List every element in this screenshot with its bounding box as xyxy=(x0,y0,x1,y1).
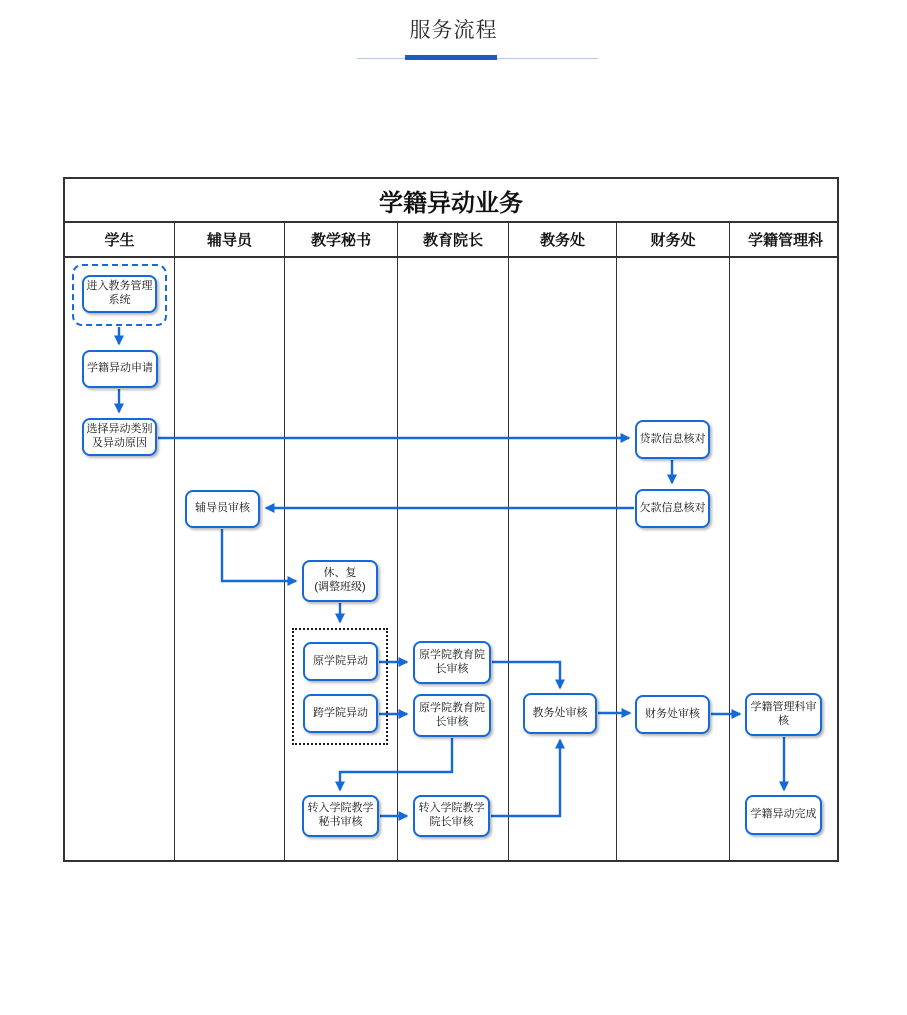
lane-header-secretary: 教学秘书 xyxy=(285,223,398,256)
node-loan-info-check: 贷款信息核对 xyxy=(635,420,710,459)
node-target-dean-review: 转入学院教学 院长审核 xyxy=(413,795,490,837)
lane-header-dean: 教育院长 xyxy=(398,223,509,256)
node-change-done: 学籍异动完成 xyxy=(745,795,822,835)
lane-col-finance xyxy=(617,258,730,860)
lane-body xyxy=(65,258,837,860)
lane-header-academic: 教务处 xyxy=(509,223,617,256)
node-finance-office-review: 财务处审核 xyxy=(635,695,710,734)
lane-header-finance: 财务处 xyxy=(617,223,730,256)
node-target-secretary-review: 转入学院教学 秘书审核 xyxy=(302,795,379,837)
node-orig-dean-review-2: 原学院教育院 长审核 xyxy=(413,694,491,737)
node-suspend-resume: 休、复 (调整班级) xyxy=(302,560,378,602)
node-cross-college-change: 跨学院异动 xyxy=(303,694,378,733)
lane-header-row xyxy=(65,223,837,258)
lane-col-secretary xyxy=(285,258,398,860)
node-enter-system: 进入教务管理 系统 xyxy=(82,275,157,313)
node-change-apply: 学籍异动申请 xyxy=(82,350,158,388)
node-registry-review: 学籍管理科审 核 xyxy=(745,693,822,736)
lane-col-academic xyxy=(509,258,617,860)
lane-col-student xyxy=(65,258,175,860)
diagram-title: 学籍异动业务 xyxy=(65,179,837,223)
lane-header-student: 学生 xyxy=(65,223,175,256)
lane-col-dean xyxy=(398,258,509,860)
lane-col-counselor xyxy=(175,258,285,860)
lane-col-registry xyxy=(730,258,841,860)
node-academic-office-review: 教务处审核 xyxy=(523,693,597,734)
page-title: 服务流程 xyxy=(409,19,498,42)
node-orig-college-change: 原学院异动 xyxy=(303,642,378,681)
lane-header-counselor: 辅导员 xyxy=(175,223,285,256)
page-title-underline-accent xyxy=(405,55,497,60)
swimlane-table xyxy=(63,177,839,862)
node-orig-dean-review-1: 原学院教育院 长审核 xyxy=(413,641,491,684)
lane-header-registry: 学籍管理科 xyxy=(747,232,823,249)
node-counselor-review: 辅导员审核 xyxy=(185,490,260,528)
node-select-type: 选择异动类别 及异动原因 xyxy=(82,418,157,456)
node-debt-info-check: 欠款信息核对 xyxy=(635,489,710,528)
